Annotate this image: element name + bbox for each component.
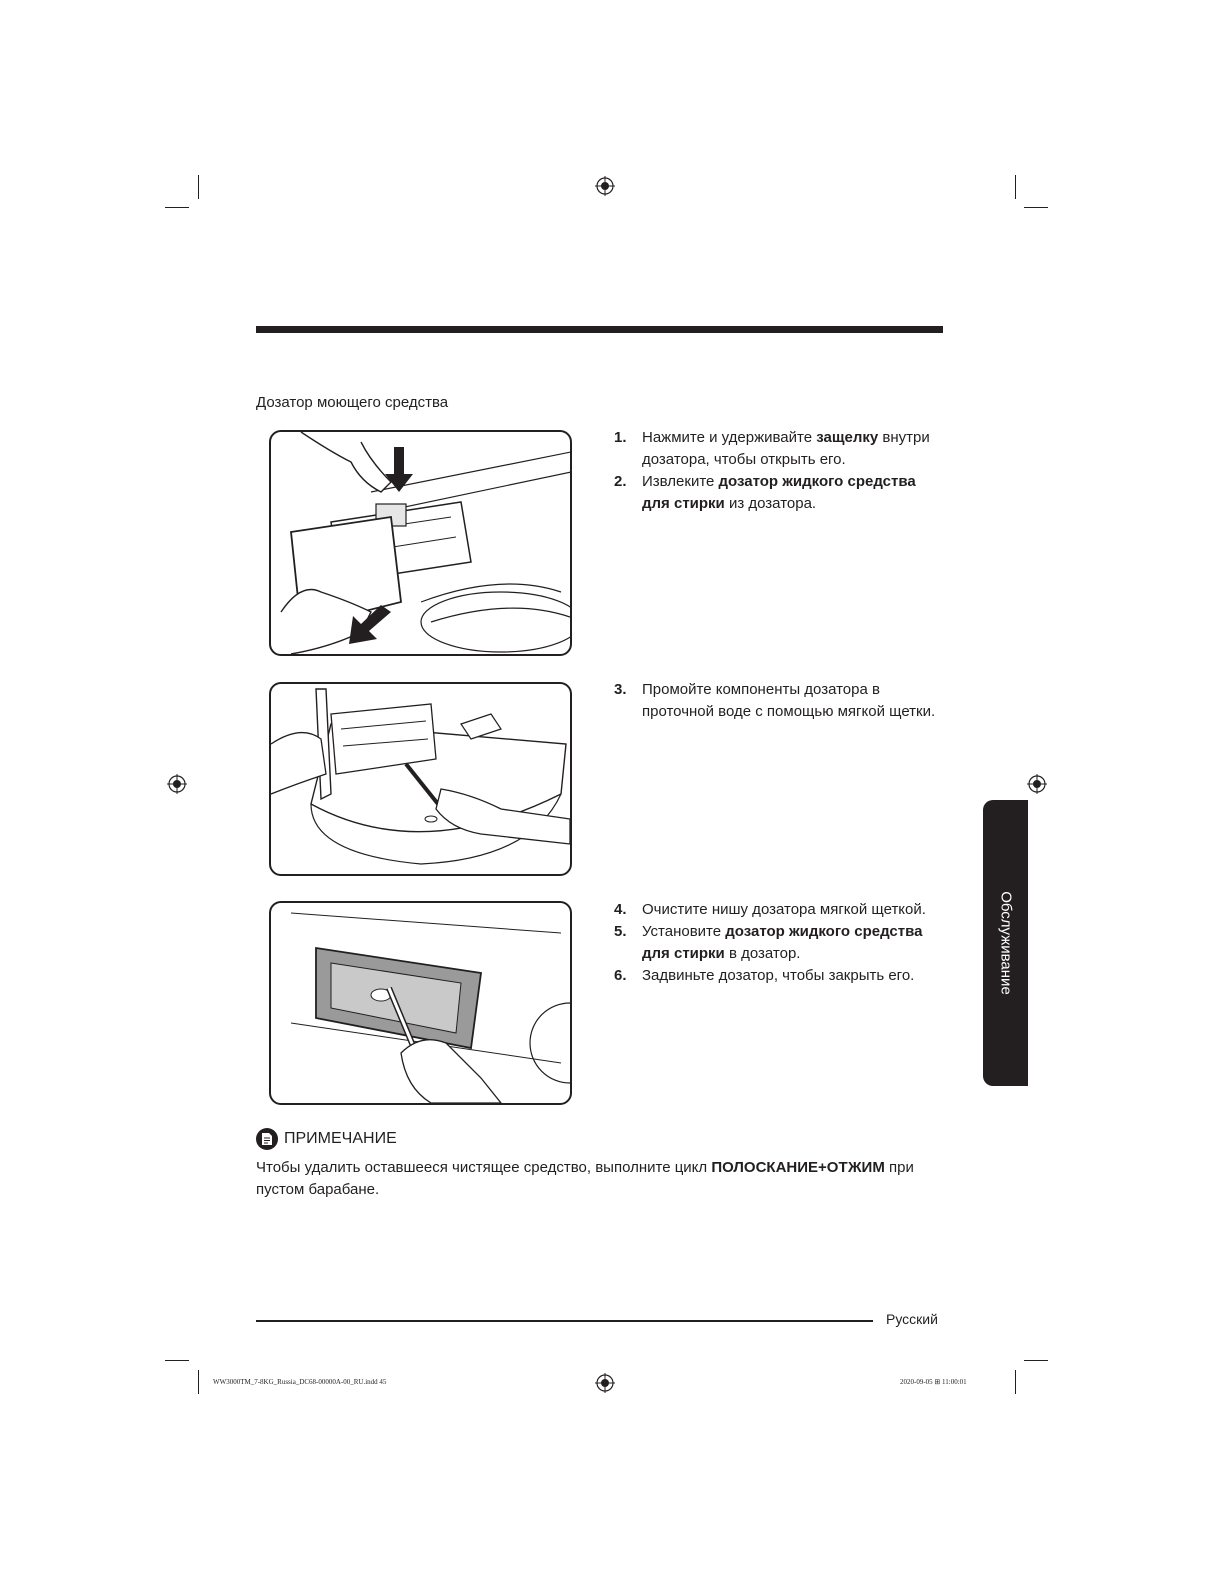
crop-mark (165, 207, 189, 208)
note-icon (256, 1128, 278, 1150)
crop-mark (198, 1370, 199, 1394)
note-text: Чтобы удалить оставшееся чистящее средство, выполните цикл ПОЛОСКАНИЕ+ОТЖИМ при пустом барабане. (256, 1159, 914, 1198)
step-item: 2. Извлеките дозатор жидкого средства для стирки из дозатора. (614, 473, 916, 512)
slug-filename: WW3000TM_7-8KG_Russia_DC68-00000A-00_RU.indd 45 (213, 1378, 387, 1386)
arrow-down-icon (385, 447, 413, 492)
side-tab-label: Обслуживание (997, 891, 1014, 995)
registration-mark-icon (167, 774, 187, 794)
section-title: Дозатор моющего средства (256, 394, 449, 411)
registration-mark-icon (595, 1373, 615, 1393)
step-item: 6. Задвиньте дозатор, чтобы закрыть его. (614, 967, 915, 984)
step-item: 1. Нажмите и удерживайте защелку внутри дозатора, чтобы открыть его. (614, 429, 930, 468)
step-item: 5. Установите дозатор жидкого средства для стирки в дозатор. (614, 923, 923, 962)
crop-mark (1015, 175, 1016, 199)
illustration-remove-drawer (269, 430, 572, 656)
footer-rule (256, 1320, 873, 1322)
slug-timestamp: 2020-09-05 ⊞ 11:00:01 (900, 1378, 967, 1386)
steps-group-2 (614, 679, 944, 723)
crop-mark (1024, 1360, 1048, 1361)
step-item: 4. Очистите нишу дозатора мягкой щеткой. (614, 901, 926, 918)
illustration-wash-parts (269, 682, 572, 876)
note-title: ПРИМЕЧАНИЕ (284, 1130, 397, 1147)
note-heading (256, 1128, 397, 1150)
section-side-tab (983, 800, 1028, 1086)
footer-language: Русский (886, 1311, 938, 1327)
crop-mark (165, 1360, 189, 1361)
steps-group-1 (614, 427, 944, 515)
crop-mark (1024, 207, 1048, 208)
registration-mark-icon (595, 176, 615, 196)
registration-mark-icon (1027, 774, 1047, 794)
step-item: 3. Промойте компоненты дозатора в проточной воде с помощью мягкой щетки. (614, 681, 936, 720)
crop-mark (1015, 1370, 1016, 1394)
crop-mark (198, 175, 199, 199)
illustration-clean-recess (269, 901, 572, 1105)
title-rule (256, 326, 943, 333)
steps-group-3 (614, 899, 944, 987)
